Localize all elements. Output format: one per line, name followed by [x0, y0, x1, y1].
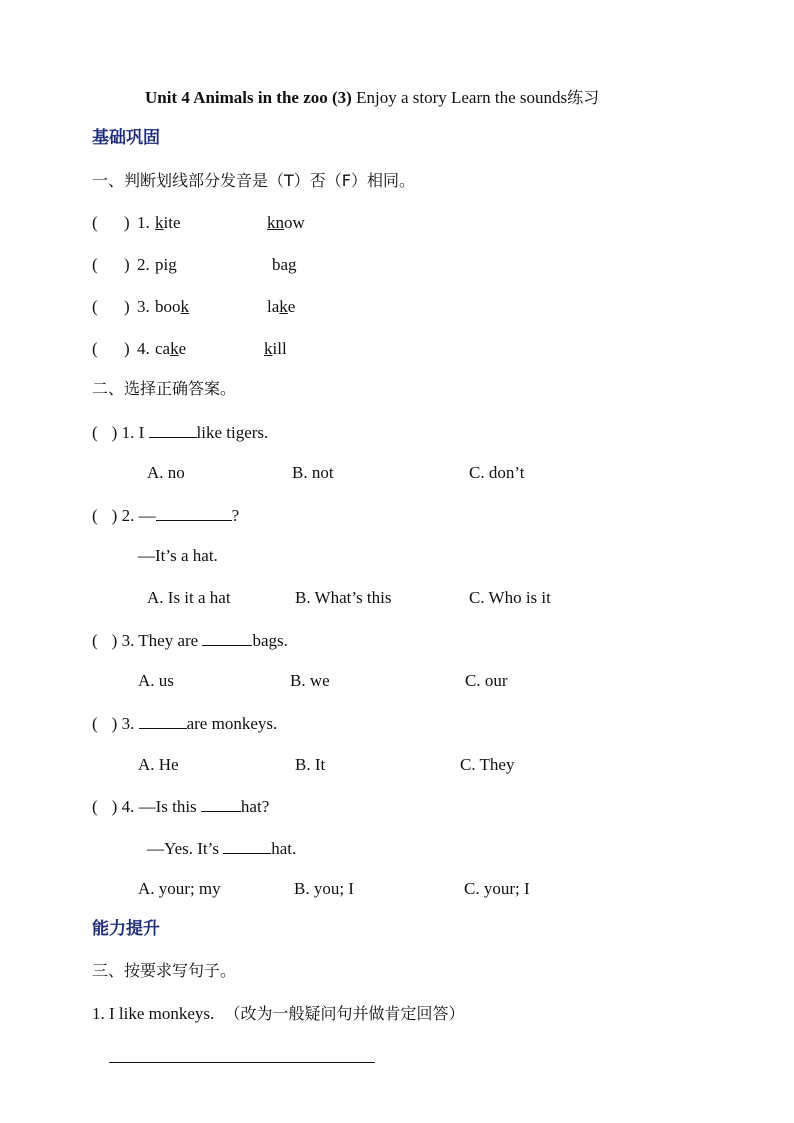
option-c[interactable]: C. don’t — [469, 463, 525, 482]
option-a[interactable]: A. us — [138, 671, 174, 690]
option-c[interactable]: C. Who is it — [469, 588, 551, 607]
question-reply: —It’s a hat. — [138, 546, 218, 565]
answer-paren-open: ( — [92, 213, 98, 232]
part1-heading: 一、判断划线部分发音是（T）否（F）相同。 — [92, 171, 415, 190]
word-1: book — [155, 297, 189, 316]
option-a[interactable]: A. your; my — [138, 879, 221, 898]
option-b[interactable]: B. It — [295, 755, 326, 774]
word-2: know — [267, 213, 305, 232]
part2-heading: 二、选择正确答案。 — [92, 379, 237, 398]
question-reply: —Yes. It’s hat. — [147, 839, 297, 858]
option-a[interactable]: A. no — [147, 463, 185, 482]
item-number: 3. — [137, 297, 150, 316]
section-heading-basic: 基础巩固 — [92, 128, 160, 148]
answer-blank[interactable] — [223, 838, 271, 854]
answer-blank[interactable] — [202, 630, 252, 646]
section-heading-advanced: 能力提升 — [92, 919, 160, 939]
item-number: 2. — [137, 255, 150, 274]
answer-blank[interactable] — [156, 505, 232, 521]
part2-question-4: ( ) 3. are monkeys. — [92, 714, 278, 733]
word-2: kill — [264, 339, 287, 358]
part2-question-5: ( ) 4. —Is this hat? — [92, 797, 270, 816]
option-a[interactable]: A. He — [138, 755, 179, 774]
answer-paren-close: ) — [124, 297, 130, 316]
answer-paren-open: ( — [92, 255, 98, 274]
part3-question-1: 1. I like monkeys. （改为一般疑问句并做肯定回答） — [92, 1004, 465, 1023]
answer-paren-close: ) — [124, 339, 130, 358]
word-2: lake — [267, 297, 296, 316]
item-number: 1. — [137, 213, 150, 232]
answer-blank[interactable] — [201, 796, 241, 812]
option-b[interactable]: B. not — [292, 463, 334, 482]
answer-blank[interactable] — [149, 422, 197, 438]
option-a[interactable]: A. Is it a hat — [147, 588, 231, 607]
answer-writing-line[interactable] — [109, 1062, 375, 1063]
option-c[interactable]: C. our — [465, 671, 508, 690]
answer-paren-close: ) — [124, 213, 130, 232]
word-1: cake — [155, 339, 187, 358]
option-b[interactable]: B. you; I — [294, 879, 354, 898]
answer-paren-close: ) — [124, 255, 130, 274]
option-c[interactable]: C. They — [460, 755, 515, 774]
word-1: kite — [155, 213, 181, 232]
option-b[interactable]: B. we — [290, 671, 330, 690]
answer-blank[interactable] — [139, 713, 187, 729]
word-2: bag — [272, 255, 297, 274]
part2-question-2: ( ) 2. — ? — [92, 506, 240, 525]
option-c[interactable]: C. your; I — [464, 879, 530, 898]
answer-paren-open: ( — [92, 339, 98, 358]
answer-paren-open: ( — [92, 297, 98, 316]
option-b[interactable]: B. What’s this — [295, 588, 392, 607]
part3-heading: 三、按要求写句子。 — [92, 961, 237, 980]
item-number: 4. — [137, 339, 150, 358]
word-1: pig — [155, 255, 177, 274]
page-title: Unit 4 Animals in the zoo (3) Enjoy a story Learn the sounds练习 — [145, 88, 600, 107]
part2-question-1: ( ) 1. I like tigers. — [92, 423, 269, 442]
part2-question-3: ( ) 3. They are bags. — [92, 631, 288, 650]
